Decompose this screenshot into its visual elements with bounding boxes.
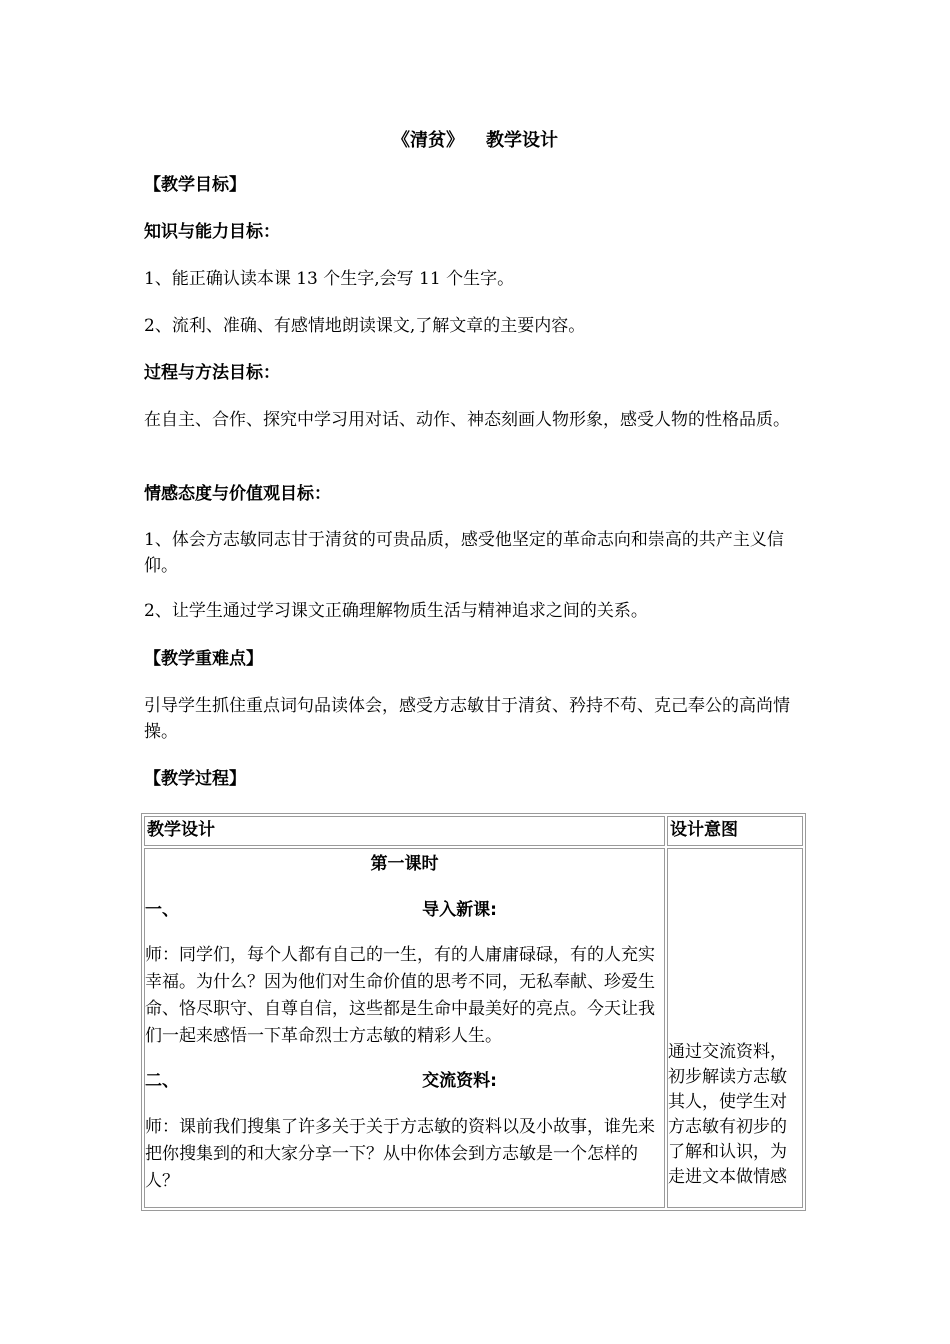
emotion-heading: 情感态度与价值观目标： <box>144 484 331 504</box>
key-text: 引导学生抓住重点词句品读体会，感受方志敏甘于清贫、矜持不苟、克己奉公的高尚情操。 <box>144 696 790 742</box>
part2-title: 交流资料: <box>422 1071 497 1091</box>
process-text: 在自主、合作、探究中学习用对话、动作、神态刻画人物形象，感受人物的性格品质。 <box>144 410 790 430</box>
part2-number: 二、 <box>145 1071 179 1091</box>
process-heading: 过程与方法目标： <box>144 363 280 383</box>
intent-cell <box>667 848 803 1208</box>
process-section-heading: 【教学过程】 <box>144 769 246 789</box>
emotion-item-1: 1、体会方志敏同志甘于清贫的可贵品质，感受他坚定的革命志向和崇高的共产主义信仰。 <box>144 530 784 576</box>
part1-text: 师：同学们，每个人都有自己的一生，有的人庸庸碌碌，有的人充实幸福。为什么？因为他们对生命价值的思考不同，无私奉献、珍爱生命、恪尽职守、自尊自信，这些都是生命中最美好的亮点。今天让我们一起来感悟一下革命烈士方志敏的精彩人生。 <box>145 945 655 1046</box>
key-heading: 【教学重难点】 <box>144 649 263 669</box>
goals-heading: 【教学目标】 <box>144 175 246 195</box>
knowledge-item-2: 2、流利、准确、有感情地朗读课文,了解文章的主要内容。 <box>144 316 586 336</box>
teaching-table <box>141 813 806 1211</box>
col2-header: 设计意图 <box>667 816 803 846</box>
design-cell <box>144 848 665 1208</box>
knowledge-heading: 知识与能力目标： <box>144 222 280 242</box>
emotion-item-2: 2、让学生通过学习课文正确理解物质生活与精神追求之间的关系。 <box>144 601 648 621</box>
part1-number: 一、 <box>145 900 179 920</box>
intent-text: 通过交流资料，初步解读方志敏其人，使学生对方志敏有初步的了解和认识，为走进文本做情感 <box>668 1042 787 1187</box>
document-title <box>0 126 950 152</box>
title-book: 《清贫》 <box>392 130 464 151</box>
part1-title: 导入新课: <box>422 900 497 920</box>
lesson-title: 第一课时 <box>370 854 439 874</box>
title-subtitle: 教学设计 <box>486 130 558 151</box>
knowledge-item-1: 1、能正确认读本课 13 个生字,会写 11 个生字。 <box>144 269 515 289</box>
col1-header: 教学设计 <box>144 816 665 846</box>
part2-text: 师：课前我们搜集了许多关于关于方志敏的资料以及小故事，谁先来把你搜集到的和大家分享一下？从中你体会到方志敏是一个怎样的人？ <box>145 1117 655 1191</box>
